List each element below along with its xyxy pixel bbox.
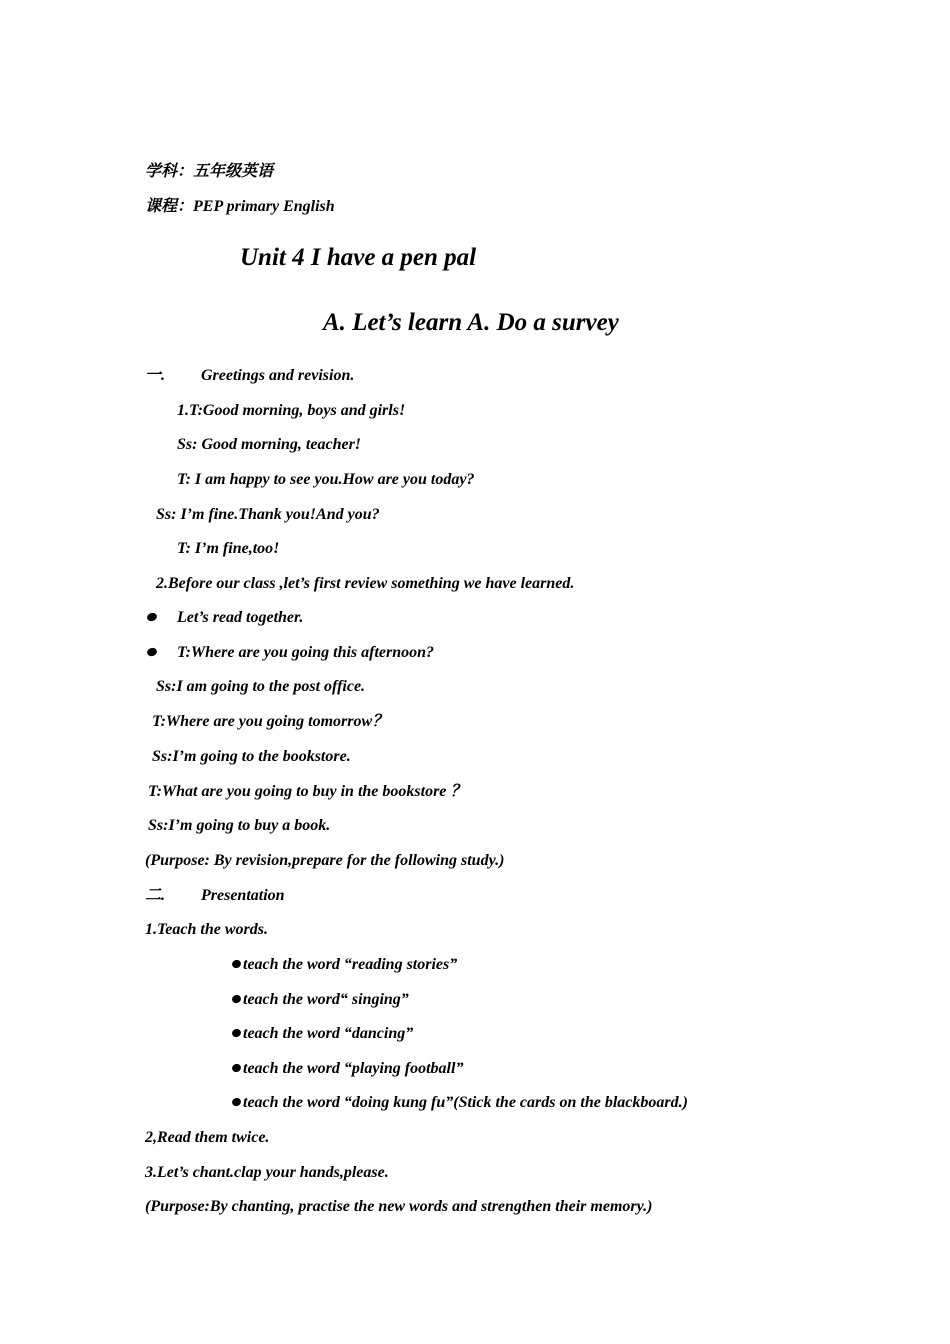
dialogue-line-1: Ss:I am going to the post office. [156, 678, 366, 695]
read-twice-line: 2,Read them twice. [145, 1129, 270, 1146]
greeting-line-5: T: I’m fine,too! [177, 540, 280, 557]
review-line: 2.Before our class ,let’s first review something we have learned. [156, 575, 575, 592]
course-line: 课程：PEP primary English [145, 198, 335, 215]
section1-heading: Greetings and revision. [201, 367, 355, 384]
teach-item: teach the word “dancing” [232, 1024, 413, 1044]
teach-item: teach the word “reading stories” [232, 955, 457, 975]
dialogue-line-4: T:What are you going to buy in the bookstore ？ [148, 783, 467, 800]
unit-title: Unit 4 I have a pen pal [240, 244, 477, 271]
bullet-icon [146, 612, 158, 623]
bullet-icon [231, 994, 242, 1005]
dialogue-line-3: Ss:I’m going to the bookstore. [152, 748, 351, 765]
teach-item: teach the word “playing football” [232, 1059, 463, 1079]
bullet-icon [231, 1063, 242, 1074]
greeting-line-1: 1.T:Good morning, boys and girls! [177, 402, 406, 419]
greeting-line-3: T: I am happy to see you.How are you today? [177, 471, 475, 488]
bullet-icon [231, 959, 242, 970]
subject-line: 学科：五年级英语 [145, 163, 274, 180]
section1-number: 一. [145, 367, 166, 384]
teach-words-title: 1.Teach the words. [145, 921, 268, 938]
greeting-line-4: Ss: I’m fine.Thank you!And you? [156, 506, 380, 523]
teach-item: teach the word “doing kung fu”(Stick the cards on the blackboard.) [232, 1093, 688, 1113]
greeting-line-2: Ss: Good morning, teacher! [177, 436, 362, 453]
bullet-icon [231, 1028, 242, 1039]
section2-number: 二. [145, 887, 166, 904]
chant-line: 3.Let’s chant.clap your hands,please. [145, 1164, 389, 1181]
teach-item: teach the word“ singing” [232, 990, 409, 1010]
dialogue-line-5: Ss:I’m going to buy a book. [148, 817, 331, 834]
bullet-item-1: Let’s read together. [177, 609, 304, 626]
bullet-icon [231, 1097, 242, 1108]
bullet-item-2: T:Where are you going this afternoon? [177, 644, 435, 661]
section2-purpose: (Purpose:By chanting, practise the new words and strengthen their memory.) [145, 1198, 653, 1215]
lesson-title: A. Let’s learn A. Do a survey [323, 309, 619, 336]
section1-purpose: (Purpose: By revision,prepare for the following study.) [145, 852, 505, 869]
bullet-icon [146, 647, 158, 658]
dialogue-line-2: T:Where are you going tomorrow？ [152, 713, 389, 730]
section2-heading: Presentation [201, 887, 285, 904]
